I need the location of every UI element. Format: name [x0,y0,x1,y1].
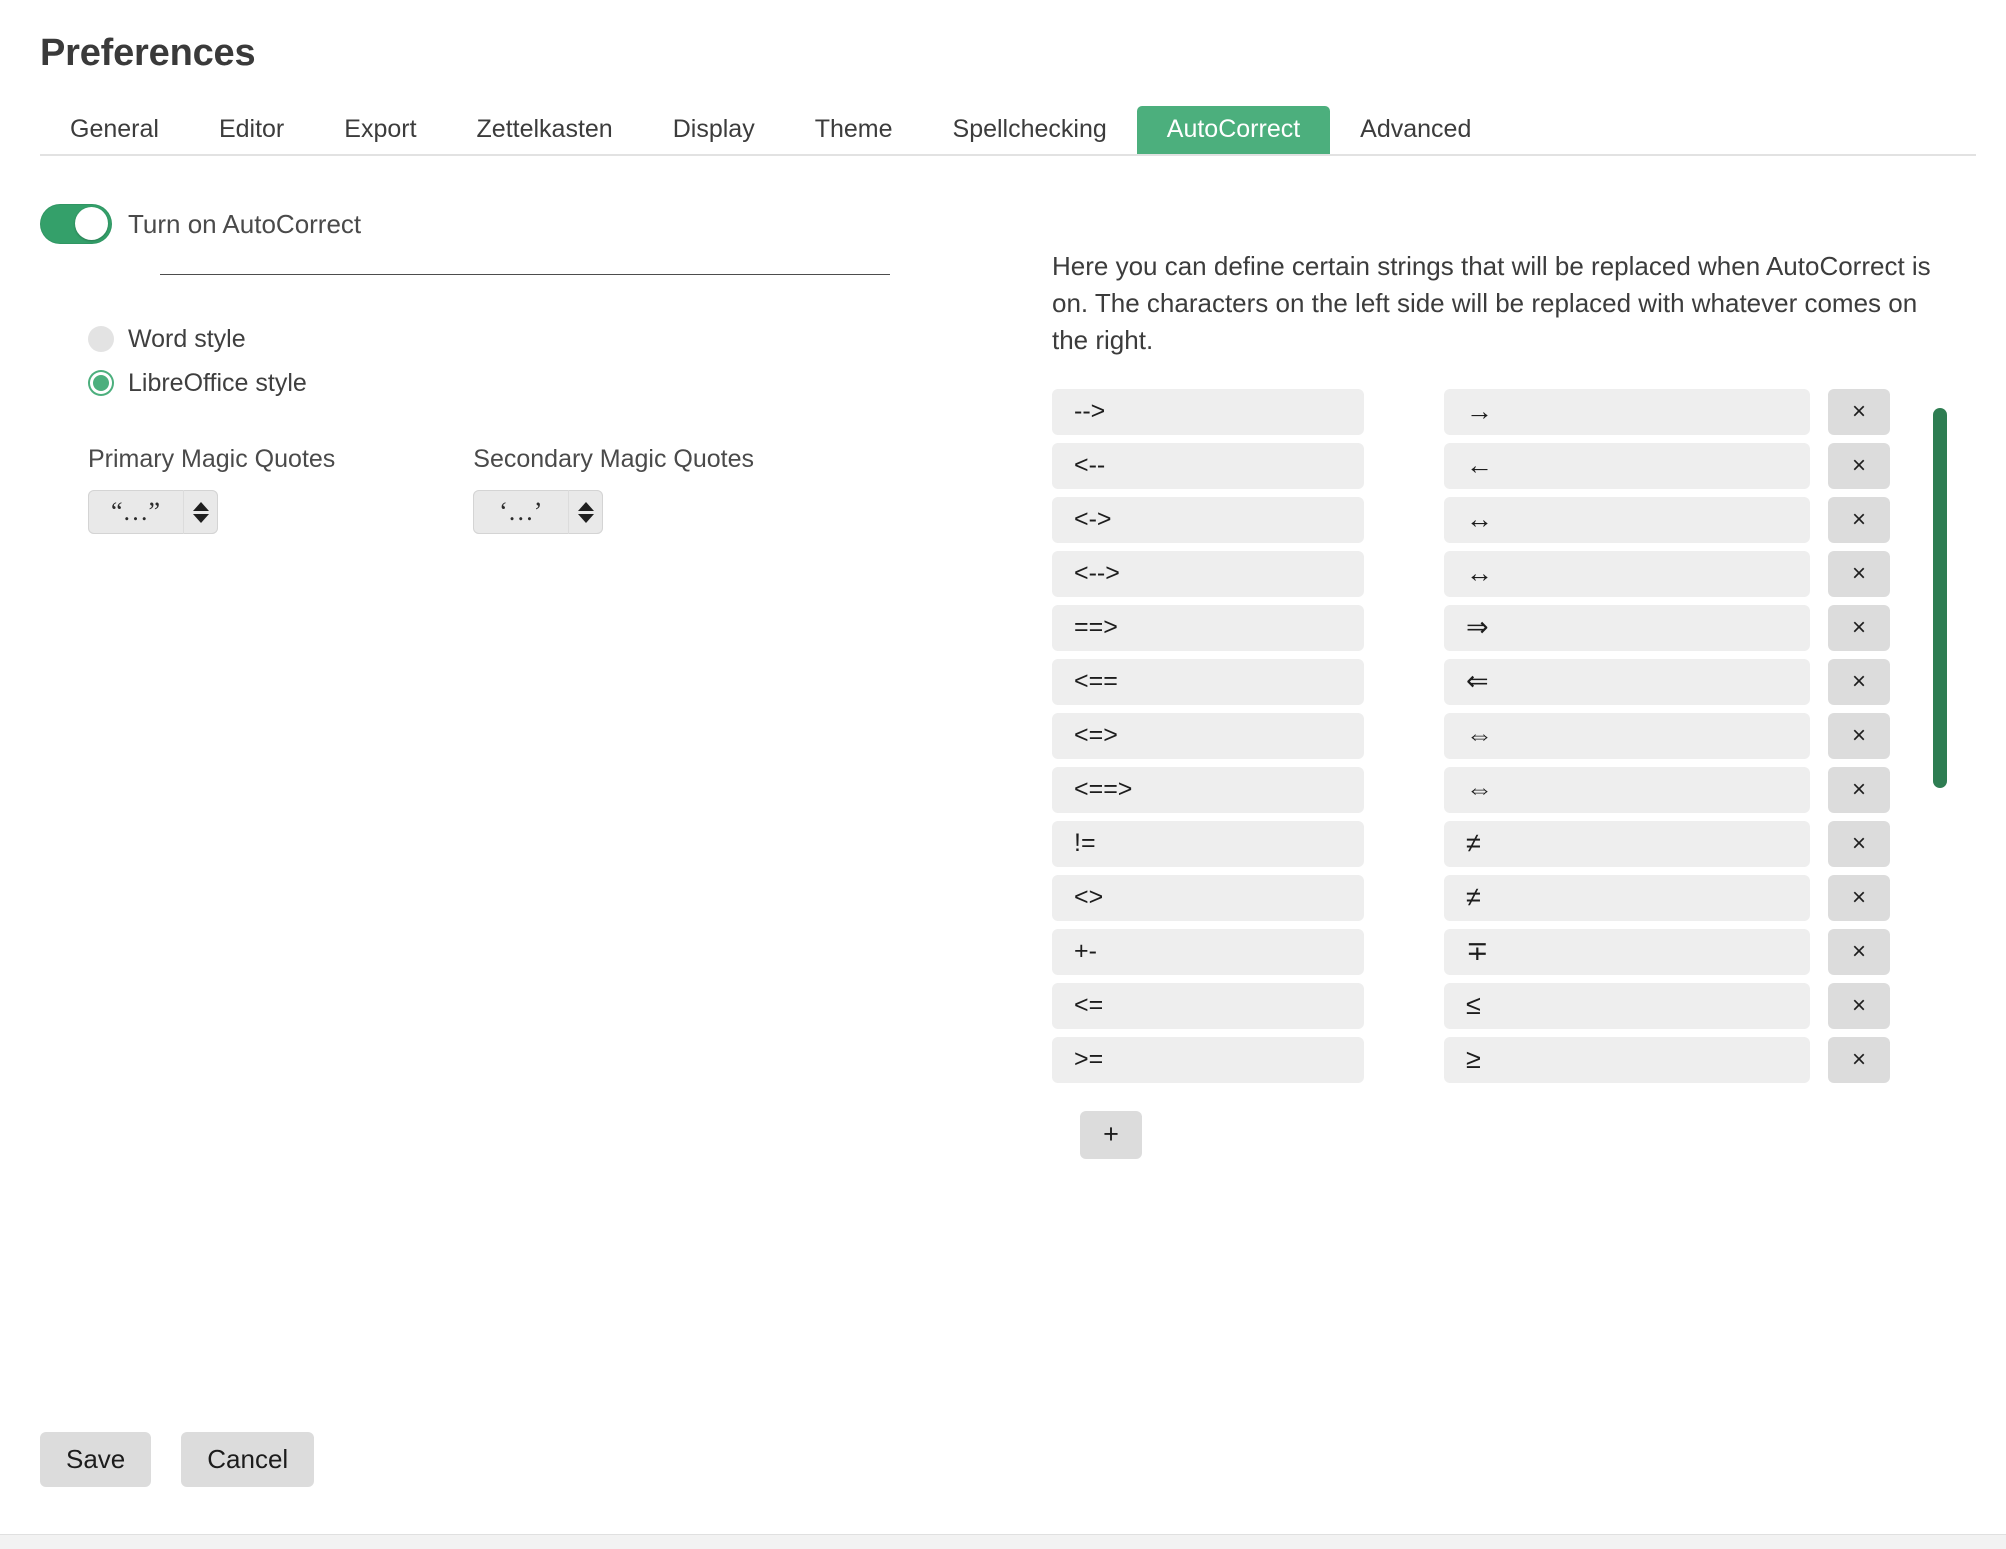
delete-replacement-button[interactable]: × [1828,1037,1890,1083]
replacement-row [1052,713,1972,759]
replacement-to-symbol: ↔ [1466,504,1493,535]
window-bottom-strip [0,1534,2006,1549]
replacement-row [1052,821,1972,867]
replacement-to-symbol: ⇐ [1466,666,1489,697]
replacement-to-input[interactable] [1444,659,1810,705]
primary-magic-quotes-block [88,445,335,534]
replacement-to-symbol: → [1466,396,1493,427]
tab-export[interactable]: Export [344,115,417,143]
primary-magic-quotes-value: “…” [110,497,161,526]
replacement-row [1052,1037,1972,1083]
style-option-libreoffice[interactable] [88,361,980,405]
delete-replacement-button[interactable]: × [1828,875,1890,921]
replacement-from-input[interactable]: <> [1052,875,1364,921]
replacement-row [1052,443,1972,489]
tab-theme[interactable]: Theme [814,115,893,143]
replacement-row [1052,389,1972,435]
delete-replacement-button[interactable]: × [1828,983,1890,1029]
replacement-from-input[interactable]: <--> [1052,551,1364,597]
save-button[interactable]: Save [40,1432,151,1487]
radio-icon[interactable] [88,370,114,396]
replacement-to-input[interactable] [1444,389,1810,435]
replacement-to-symbol: ↔ [1466,558,1493,589]
secondary-magic-quotes-label: Secondary Magic Quotes [473,445,754,473]
style-option-word[interactable] [88,317,980,361]
replacement-from-input[interactable]: <=> [1052,713,1364,759]
delete-replacement-button[interactable]: × [1828,713,1890,759]
replacement-to-symbol: ← [1466,450,1493,481]
delete-replacement-button[interactable]: × [1828,659,1890,705]
replacement-from-input[interactable]: ==> [1052,605,1364,651]
tab-display[interactable]: Display [672,115,755,143]
secondary-magic-quotes-block [473,445,754,534]
delete-replacement-button[interactable]: × [1828,443,1890,489]
replacement-from-input[interactable]: <== [1052,659,1364,705]
autocorrect-toggle-label: Turn on AutoCorrect [128,208,362,239]
replacements-panel [1052,248,1972,1159]
replacement-to-symbol: ⇒ [1466,612,1489,643]
delete-replacement-button[interactable]: × [1828,767,1890,813]
style-option-label: LibreOffice style [128,368,307,397]
primary-magic-quotes-stepper[interactable] [183,490,218,534]
replacement-to-input[interactable] [1444,605,1810,651]
replacement-to-symbol: ≤ [1466,990,1481,1021]
replacement-to-symbol: ⇔ [1466,774,1493,805]
replacement-to-symbol: ≠ [1466,828,1481,859]
chevron-up-icon [193,502,209,511]
dialog-footer [40,1432,314,1487]
replacement-row [1052,659,1972,705]
delete-replacement-button[interactable]: × [1828,605,1890,651]
replacement-from-input[interactable]: >= [1052,1037,1364,1083]
replacement-to-input[interactable] [1444,767,1810,813]
delete-replacement-button[interactable]: × [1828,821,1890,867]
replacement-from-input[interactable]: --> [1052,389,1364,435]
replacement-from-input[interactable]: <==> [1052,767,1364,813]
replacement-row [1052,551,1972,597]
replacement-row [1052,875,1972,921]
delete-replacement-button[interactable]: × [1828,551,1890,597]
replacement-from-input[interactable]: != [1052,821,1364,867]
autocorrect-toggle[interactable] [40,204,112,244]
chevron-up-icon [578,502,594,511]
style-radio-group [88,317,980,405]
replacement-to-input[interactable] [1444,821,1810,867]
replacements-description: Here you can define certain strings that will be replaced when AutoCorrect is on. The characters on the left side will be replaced with whatever comes on the right. [1052,251,1931,355]
tab-bar [40,100,1976,156]
page-title: Preferences [40,32,256,74]
tab-general[interactable]: General [70,115,159,143]
section-divider [160,274,890,275]
replacement-from-input[interactable]: +- [1052,929,1364,975]
secondary-magic-quotes-stepper[interactable] [568,490,603,534]
replacement-to-input[interactable] [1444,983,1810,1029]
secondary-magic-quotes-value: ‘…’ [499,497,543,526]
cancel-button[interactable]: Cancel [181,1432,314,1487]
replacement-from-input[interactable]: <-> [1052,497,1364,543]
style-option-label: Word style [128,324,246,353]
autocorrect-toggle-row [40,200,980,248]
secondary-magic-quotes-select[interactable] [473,490,603,534]
replacement-to-input[interactable] [1444,443,1810,489]
delete-replacement-button[interactable]: × [1828,497,1890,543]
primary-magic-quotes-label: Primary Magic Quotes [88,445,336,473]
tab-zettelkasten[interactable]: Zettelkasten [476,115,613,143]
replacement-to-input[interactable] [1444,551,1810,597]
add-replacement-button[interactable]: + [1080,1111,1142,1159]
tab-advanced[interactable]: Advanced [1360,115,1472,143]
replacement-from-input[interactable]: <-- [1052,443,1364,489]
replacement-to-input[interactable] [1444,1037,1810,1083]
replacement-to-input[interactable] [1444,875,1810,921]
replacement-row [1052,497,1972,543]
toggle-knob [75,207,108,240]
tab-editor[interactable]: Editor [218,115,285,143]
replacement-to-symbol: ≠ [1466,882,1481,913]
chevron-down-icon [193,514,209,523]
replacement-row [1052,767,1972,813]
tab-spellchecking[interactable]: Spellchecking [952,115,1107,143]
replacements-scrollbar[interactable] [1933,408,1947,788]
radio-icon[interactable] [88,326,114,352]
replacement-to-symbol: ∓ [1466,936,1489,967]
replacement-to-input[interactable] [1444,929,1810,975]
delete-replacement-button[interactable]: × [1828,389,1890,435]
replacement-to-input[interactable] [1444,497,1810,543]
replacement-row [1052,929,1972,975]
chevron-down-icon [578,514,594,523]
autocorrect-settings-panel [40,200,980,534]
magic-quotes-section [88,445,980,534]
replacement-to-input[interactable] [1444,713,1810,759]
primary-magic-quotes-select[interactable] [88,490,218,534]
replacement-row [1052,983,1972,1029]
replacements-list [1052,389,1972,1083]
replacement-to-symbol: ⇔ [1466,720,1493,751]
delete-replacement-button[interactable]: × [1828,929,1890,975]
tab-autocorrect[interactable]: AutoCorrect [1137,106,1330,154]
replacement-to-symbol: ≥ [1466,1044,1481,1075]
replacement-from-input[interactable]: <= [1052,983,1364,1029]
replacement-row [1052,605,1972,651]
